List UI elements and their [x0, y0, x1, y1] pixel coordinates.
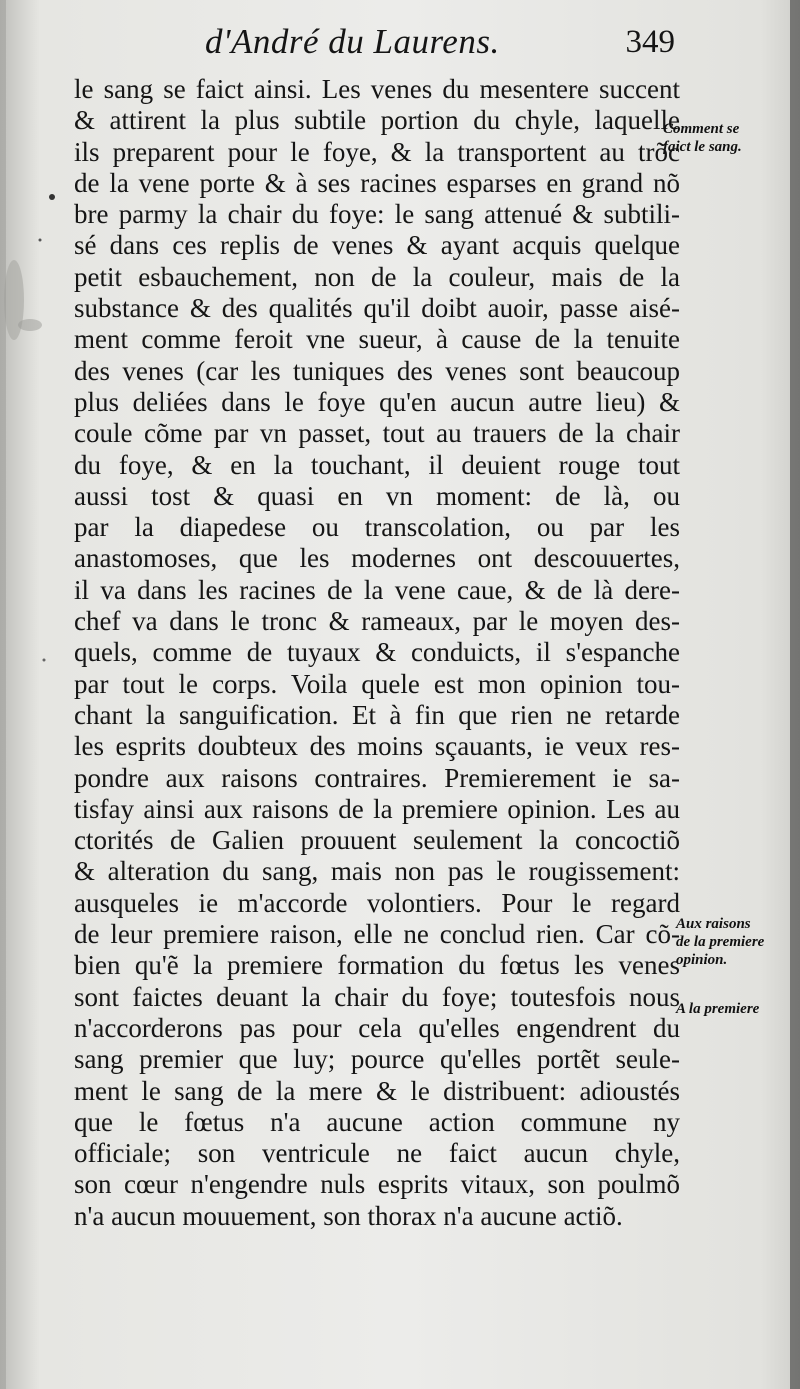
body-text — [74, 74, 680, 1232]
text-line: par la diapedese ou transcolation, ou par les — [74, 512, 680, 543]
text-line: de leur premiere raison, elle ne conclud rien. Car cõ- — [74, 919, 680, 950]
text-line: ils preparent pour le foye, & la transportent au trõc — [74, 136, 680, 167]
text-line: tisfay ainsi aux raisons de la premiere opinion. Les au — [74, 793, 680, 824]
margin-note-line: de la premiere — [676, 934, 765, 950]
text-line: sont faictes deuant la chair du foye; toutesfois nous — [74, 981, 680, 1012]
text-line: que le fœtus n'a aucune action commune ny — [74, 1106, 680, 1137]
text-line: par tout le corps. Voila quele est mon opinion tou- — [74, 668, 680, 699]
margin-note-first-opinion — [676, 915, 798, 969]
margin-note-line: A la premiere — [676, 1001, 760, 1017]
running-title: d'André du Laurens. — [205, 22, 500, 61]
text-line: & alteration du sang, mais non pas le rougissement: — [74, 856, 680, 887]
text-line: son cœur n'engendre nuls esprits vitaux, son poulmõ — [74, 1169, 680, 1200]
page-number: 349 — [625, 24, 675, 60]
text-line: coule cõme par vn passet, tout au trauers de la chair — [74, 418, 680, 449]
text-line: le sang se faict ainsi. Les venes du mesentere succent — [74, 74, 680, 104]
text-line: & attirent la plus subtile portion du chyle, laquelle — [74, 105, 680, 136]
text-line: du foye, & en la touchant, il deuient rouge tout — [74, 449, 680, 480]
margin-note-sanguification — [663, 120, 793, 156]
text-line: des venes (car les tuniques des venes sont beaucoup — [74, 355, 680, 386]
text-line: les esprits doubteux des moins sçauants, ie veux res- — [74, 731, 680, 762]
text-line: plus deliées dans le foye qu'en aucun autre lieu) & — [74, 386, 680, 417]
text-line: anastomoses, que les modernes ont descouuertes, — [74, 543, 680, 574]
text-line: ctorités de Galien prouuent seulement la concoctiõ — [74, 825, 680, 856]
text-line: ment le sang de la mere & le distribuent: adioustés — [74, 1075, 680, 1106]
margin-note-line: faict le sang. — [663, 139, 742, 155]
margin-note-line: Aux raisons — [676, 916, 751, 932]
margin-note-first-reason — [676, 1000, 798, 1018]
text-line: ment comme feroit vne sueur, à cause de la tenuite — [74, 324, 680, 355]
text-line: bien qu'ẽ la premiere formation du fœtus les venes — [74, 950, 680, 981]
text-line: de la vene porte & à ses racines esparses en grand nõ — [74, 167, 680, 198]
text-line: sang premier que luy; pource qu'elles portẽt seule- — [74, 1044, 680, 1075]
text-line: officiale; son ventricule ne faict aucun chyle, — [74, 1138, 680, 1169]
text-line: substance & des qualités qu'il doibt auoir, passe aisé- — [74, 293, 680, 324]
text-line: n'a aucun mouuement, son thorax n'a aucune actiõ. — [74, 1200, 623, 1231]
text-line: chef va dans le tronc & rameaux, par le moyen des- — [74, 606, 680, 637]
margin-note-line: opinion. — [676, 952, 728, 968]
margin-note-line: Comment se — [663, 121, 740, 137]
text-line: quels, comme de tuyaux & conduicts, il s'espanche — [74, 637, 680, 668]
text-line: chant la sanguification. Et à fin que rien ne retarde — [74, 699, 680, 730]
text-line: petit esbauchement, non de la couleur, mais de la — [74, 261, 680, 292]
text-line: n'accorderons pas pour cela qu'elles engendrent du — [74, 1012, 680, 1043]
text-line: bre parmy la chair du foye: le sang attenué & subtili- — [74, 199, 680, 230]
text-line: ausqueles ie m'accorde volontiers. Pour le regard — [74, 887, 680, 918]
text-line: aussi tost & quasi en vn moment: de là, ou — [74, 480, 680, 511]
running-header — [205, 22, 675, 72]
text-line: sé dans ces replis de venes & ayant acquis quelque — [74, 230, 680, 261]
text-line: pondre aux raisons contraires. Premierement ie sa- — [74, 762, 680, 793]
text-line: il va dans les racines de la vene caue, & de là dere- — [74, 574, 680, 605]
